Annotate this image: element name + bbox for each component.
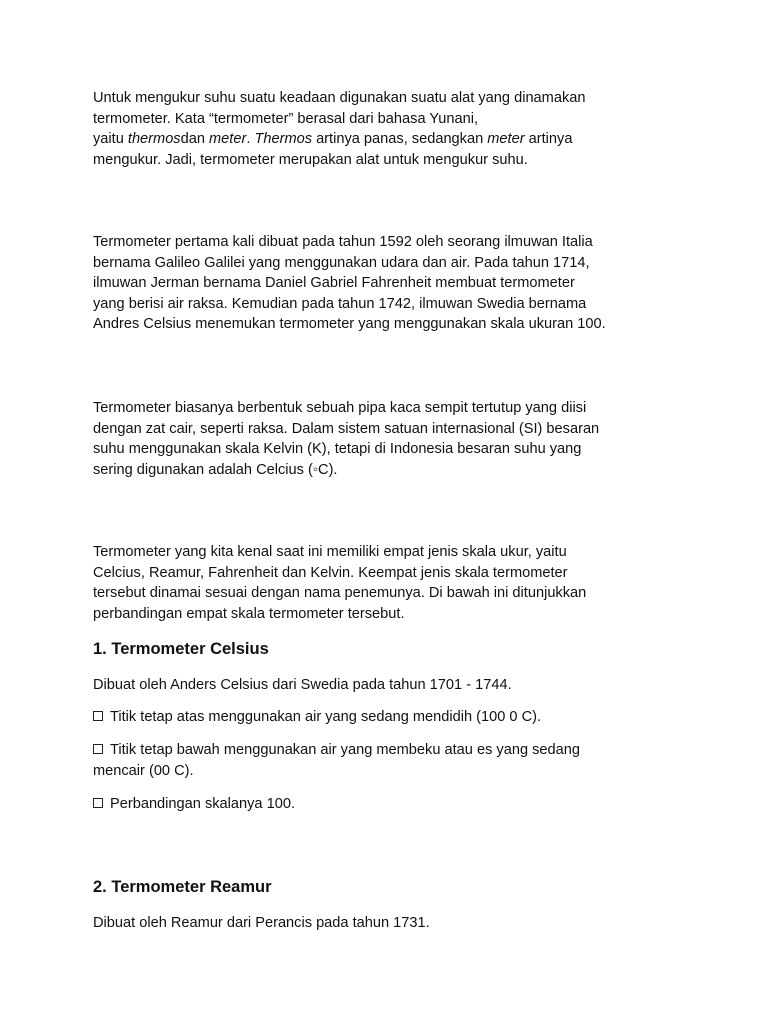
bullet-square-icon <box>93 744 103 754</box>
reamur-made-by: Dibuat oleh Reamur dari Perancis pada tahun 1731. <box>93 915 430 931</box>
celsius-bullet-2: Titik tetap bawah menggunakan air yang membeku atau es yang sedang mencair (00 C). <box>93 742 580 779</box>
celsius-bullet-1: Titik tetap atas menggunakan air yang sedang mendidih (100 0 C). <box>93 707 693 728</box>
scales-paragraph <box>93 542 693 624</box>
text-line: Andres Celsius menemukan termometer yang menggunakan skala ukuran 100. <box>93 316 606 333</box>
bullet-square-icon <box>93 798 103 808</box>
text-line: Untuk mengukur suhu suatu keadaan digunakan suatu alat yang dinamakan <box>93 90 586 106</box>
celsius-heading: 1. Termometer Celsius <box>93 640 269 658</box>
intro-paragraph <box>93 88 693 170</box>
text-line: Termometer biasanya berbentuk sebuah pipa kaca sempit tertutup yang diisi <box>93 400 587 416</box>
text-line: Celcius, Reamur, Fahrenheit dan Kelvin. Keempat jenis skala termometer <box>93 564 568 581</box>
text-line: yang berisi air raksa. Kemudian pada tahun 1742, ilmuwan Swedia bernama <box>93 295 587 312</box>
text-line: ilmuwan Jerman bernama Daniel Gabriel Fahrenheit membuat termometer <box>93 275 575 292</box>
text-line: Termometer yang kita kenal saat ini memiliki empat jenis skala ukur, yaitu <box>93 544 567 560</box>
celsius-made-by: Dibuat oleh Anders Celsius dari Swedia pada tahun 1701 - 1744. <box>93 677 512 693</box>
text-line: perbandingan empat skala termometer tersebut. <box>93 605 405 622</box>
text-line: termometer. Kata “termometer” berasal dari bahasa Yunani, <box>93 110 479 127</box>
reamur-heading: 2. Termometer Reamur <box>93 878 272 896</box>
text-line: Termometer pertama kali dibuat pada tahun 1592 oleh seorang ilmuwan Italia <box>93 234 593 250</box>
celsius-bullet-3: Perbandingan skalanya 100. <box>93 794 693 815</box>
text-line: bernama Galileo Galilei yang menggunakan udara dan air. Pada tahun 1714, <box>93 254 590 271</box>
text-line: tersebut dinamai sesuai dengan nama penemunya. Di bawah ini ditunjukkan <box>93 585 587 602</box>
text-line: sering digunakan adalah Celcius (◦C). <box>93 461 338 478</box>
bullet-square-icon <box>93 711 103 721</box>
text-line: suhu menggunakan skala Kelvin (K), tetapi di Indonesia besaran suhu yang <box>93 441 582 458</box>
text-line: mengukur. Jadi, termometer merupakan alat untuk mengukur suhu. <box>93 151 528 168</box>
history-paragraph <box>93 232 693 335</box>
text-line: dengan zat cair, seperti raksa. Dalam sistem satuan internasional (SI) besaran <box>93 420 600 437</box>
text-line: yaitu thermosdan meter. Thermos artinya panas, sedangkan meter artinya <box>93 131 573 148</box>
shape-paragraph <box>93 398 693 480</box>
